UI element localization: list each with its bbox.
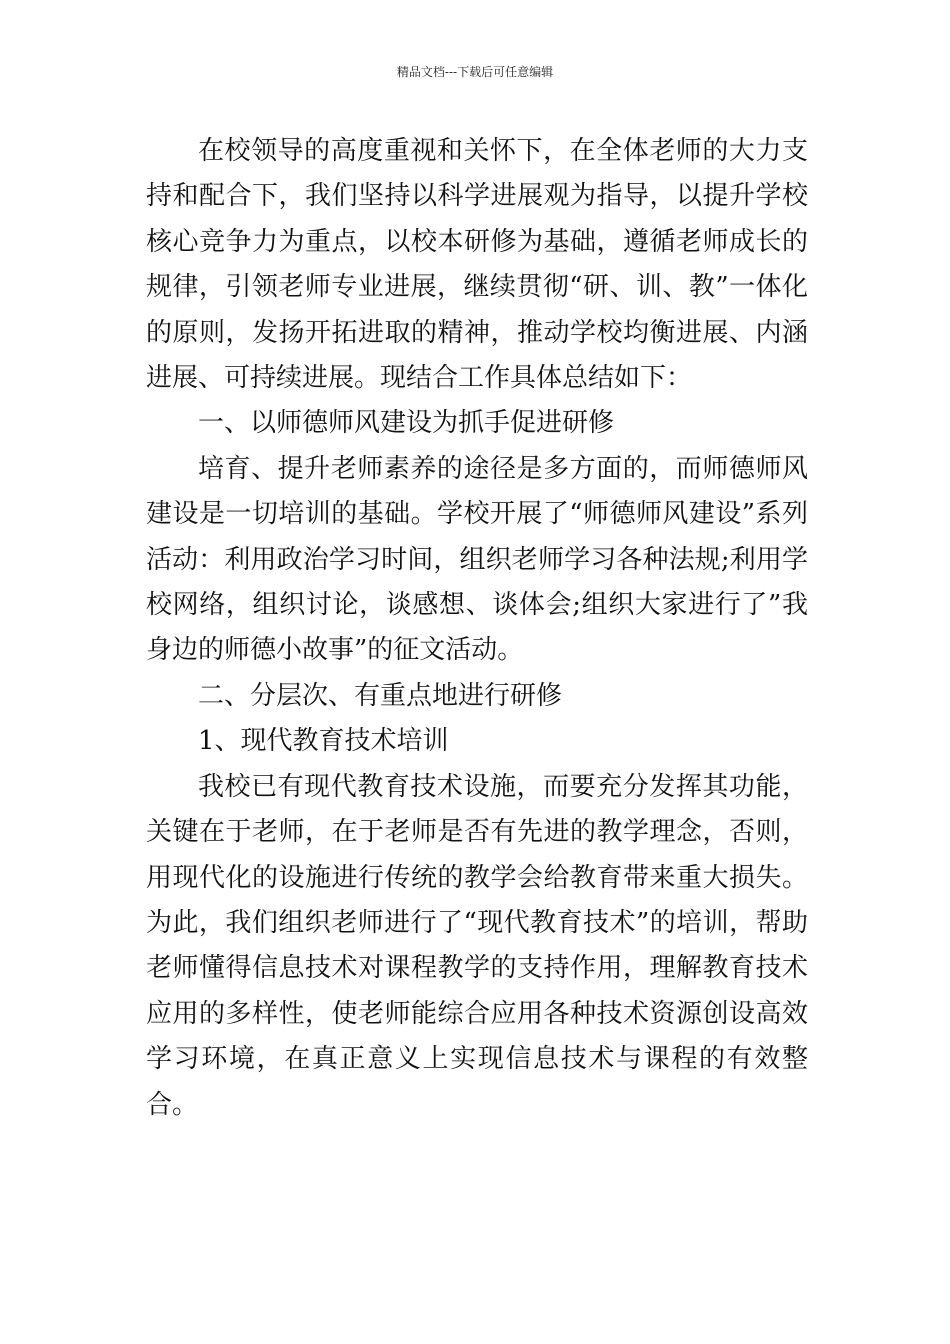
section-heading-2: 二、分层次、有重点地进行研修 — [198, 680, 563, 711]
subsection-heading-1: 1、现代教育技术培训 — [198, 726, 449, 757]
paragraph-technology: 我校已有现代教育技术设施，而要充分发挥其功能，关键在于老师，在于老师是否有先进的教学理念，否则，用现代化的设施进行传统的教学会给教育带来重大损失。为此，我们组织老师进行了“现代教育技术”的培训，帮助老师懂得信息技术对课程教学的支持作用，理解教育技术应用的多样性，使老师能综合应用各种技术资源创设高效学习环境，在真正意义上实现信息技术与课程的有效整合。 — [146, 771, 808, 1120]
section-heading-1: 一、以师德师风建设为抓手促进研修 — [198, 408, 615, 439]
paragraph-intro: 在校领导的高度重视和关怀下，在全体老师的大力支持和配合下，我们坚持以科学进展观为指导，以提升学校核心竞争力为重点，以校本研修为基础，遵循老师成长的规律，引领老师专业进展，继续贯彻“研、训、教”一体化的原则，发扬开拓进取的精神，推动学校均衡进展、内涵进展、可持续进展。现结合工作具体总结如下： — [146, 136, 808, 394]
document-body — [146, 129, 808, 1128]
page-header: 精品文档---下载后可任意编辑 — [396, 65, 554, 79]
paragraph-ethics: 培育、提升老师素养的途径是多方面的，而师德师风建设是一切培训的基础。学校开展了“师德师风建设”系列活动：利用政治学习时间，组织老师学习各种法规;利用学校网络，组织讨论，谈感想、谈体会;组织大家进行了”我身边的师德小故事”的征文活动。 — [146, 453, 808, 666]
